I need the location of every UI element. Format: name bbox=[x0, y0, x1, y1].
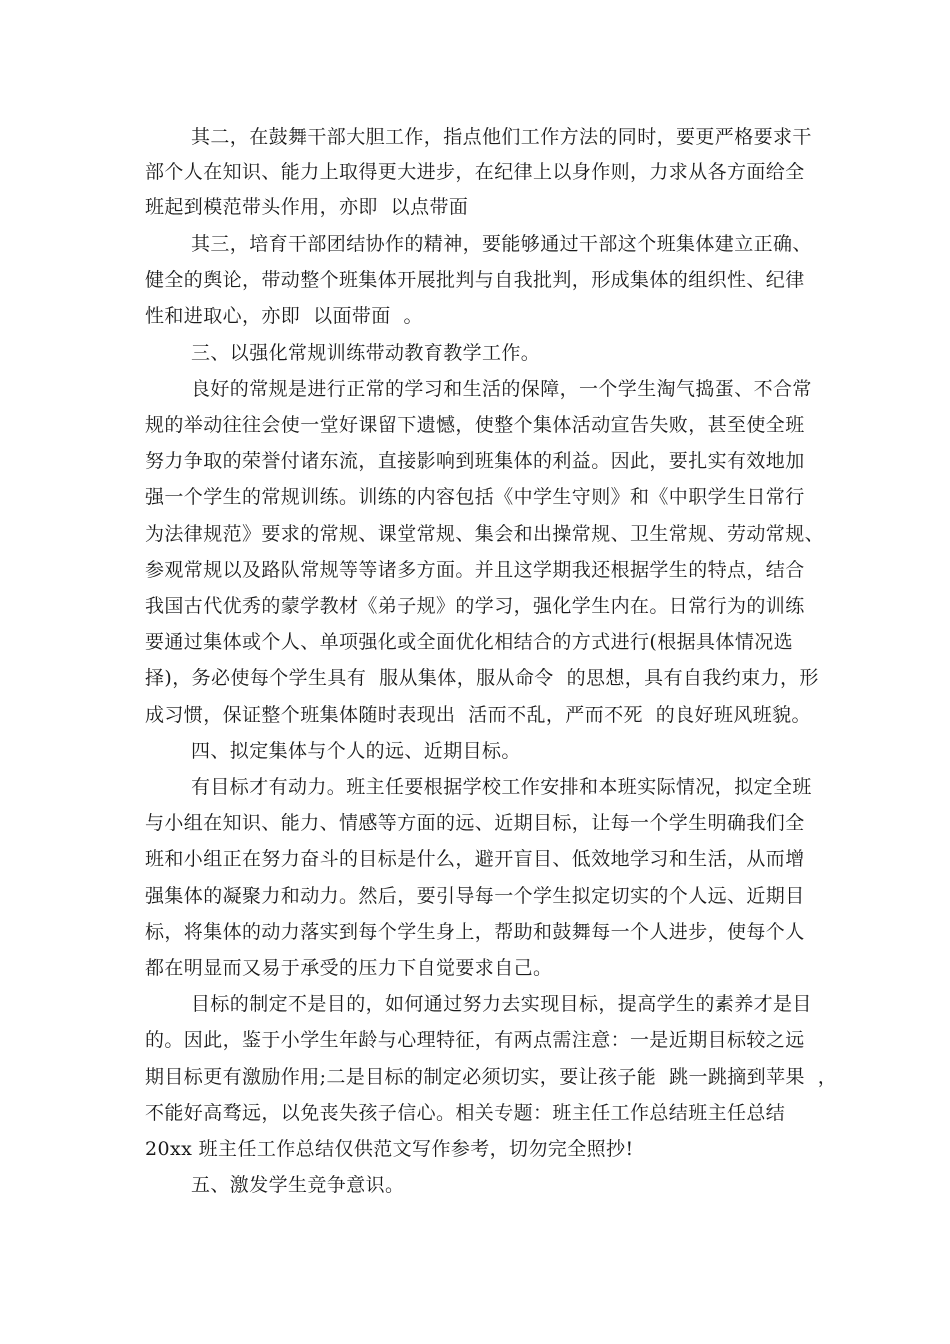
text-line: 性和进取心，亦即 以面带面 。 bbox=[145, 305, 423, 327]
text-line: 目标的制定不是目的，如何通过努力去实现目标，提高学生的素养才是目 bbox=[191, 993, 812, 1015]
text-line: 不能好高骛远，以免丧失孩子信心。相关专题：班主任工作总结班主任总结 bbox=[145, 1102, 786, 1124]
text-line: 健全的舆论，带动整个班集体开展批判与自我批判，形成集体的组织性、纪律 bbox=[145, 269, 805, 291]
text-line: 20xx 班主任工作总结仅供范文写作参考，切勿完全照抄! bbox=[145, 1138, 634, 1160]
text-line: 我国古代优秀的蒙学教材《弟子规》的学习，强化学生内在。日常行为的训练 bbox=[145, 595, 805, 617]
text-line: 成习惯，保证整个班集体随时表现出 活而不乱，严而不死 的良好班风班貌。 bbox=[145, 704, 811, 726]
text-line: 班起到模范带头作用，亦即 以点带面 bbox=[145, 196, 469, 218]
text-line: 要通过集体或个人、单项强化或全面优化相结合的方式进行(根据具体情况选 bbox=[145, 631, 794, 653]
section-heading: 三、以强化常规训练带动教育教学工作。 bbox=[191, 342, 541, 364]
text-line: 与小组在知识、能力、情感等方面的远、近期目标，让每一个学生明确我们全 bbox=[145, 812, 805, 834]
text-line: 良好的常规是进行正常的学习和生活的保障，一个学生淘气捣蛋、不合常 bbox=[191, 378, 812, 400]
text-line: 规的举动往往会使一堂好课留下遗憾，使整个集体活动宣告失败，甚至使全班 bbox=[145, 414, 805, 436]
text-line: 期目标更有激励作用;二是目标的制定必须切实，要让孩子能 跳一跳摘到苹果 ， bbox=[145, 1066, 838, 1088]
text-line: 为法律规范》要求的常规、课堂常规、集会和出操常规、卫生常规、劳动常规、 bbox=[145, 523, 825, 545]
text-line: 部个人在知识、能力上取得更大进步，在纪律上以身作则，力求从各方面给全 bbox=[145, 161, 805, 183]
text-line: 的。因此，鉴于小学生年龄与心理特征，有两点需注意：一是近期目标较之远 bbox=[145, 1029, 805, 1051]
text-line: 参观常规以及路队常规等等诸多方面。并且这学期我还根据学生的特点，结合 bbox=[145, 559, 805, 581]
text-line: 强集体的凝聚力和动力。然后，要引导每一个学生拟定切实的个人远、近期目 bbox=[145, 885, 805, 907]
text-line: 标，将集体的动力落实到每个学生身上，帮助和鼓舞每一个人进步，使每个人 bbox=[145, 921, 805, 943]
text-line: 都在明显而又易于承受的压力下自觉要求自己。 bbox=[145, 957, 553, 979]
section-heading: 五、激发学生竞争意识。 bbox=[191, 1174, 405, 1196]
text-line: 择)，务必使每个学生具有 服从集体，服从命令 的思想，具有自我约束力，形 bbox=[145, 667, 819, 689]
text-line: 有目标才有动力。班主任要根据学校工作安排和本班实际情况，拟定全班 bbox=[191, 776, 812, 798]
text-line: 班和小组正在努力奋斗的目标是什么，避开盲目、低效地学习和生活，从而增 bbox=[145, 848, 805, 870]
text-line: 努力争取的荣誉付诸东流，直接影响到班集体的利益。因此，要扎实有效地加 bbox=[145, 450, 805, 472]
section-heading: 四、拟定集体与个人的远、近期目标。 bbox=[191, 740, 521, 762]
text-line: 其三，培育干部团结协作的精神，要能够通过干部这个班集体建立正确、 bbox=[191, 233, 812, 255]
text-line: 其二，在鼓舞干部大胆工作，指点他们工作方法的同时，要更严格要求干 bbox=[191, 126, 812, 148]
text-line: 强一个学生的常规训练。训练的内容包括《中学生守则》和《中职学生日常行 bbox=[145, 486, 805, 508]
